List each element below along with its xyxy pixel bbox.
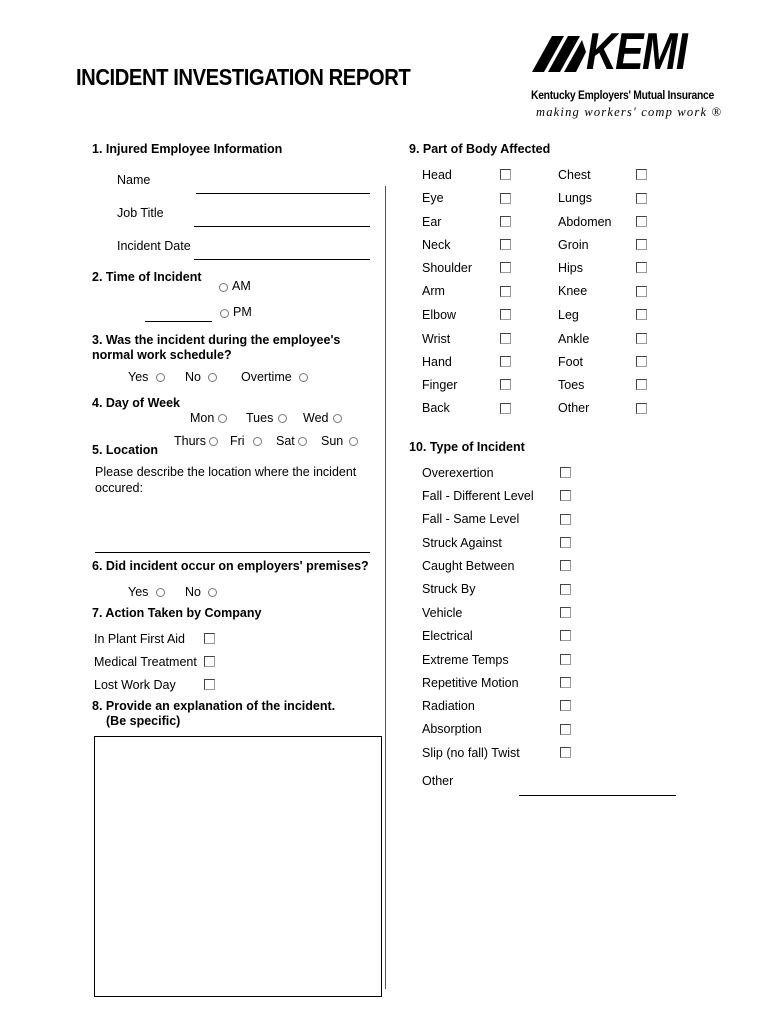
pm-radio[interactable]: [220, 309, 229, 318]
time-field[interactable]: [145, 321, 212, 322]
incident-type-checkbox-radiation[interactable]: [560, 700, 571, 711]
kemi-logo: [530, 23, 730, 90]
body-part-checkbox-chest[interactable]: [636, 169, 647, 180]
incident-type-label-caught-between: Caught Between: [422, 559, 515, 573]
incident-type-checkbox-electrical[interactable]: [560, 630, 571, 641]
incident-date-label: Incident Date: [117, 239, 191, 253]
incident-type-checkbox-slip-twist[interactable]: [560, 747, 571, 758]
section3-heading-2: normal work schedule?: [92, 348, 232, 362]
body-part-checkbox-back[interactable]: [500, 403, 511, 414]
body-part-label-groin: Groin: [558, 238, 589, 252]
premises-yes-radio[interactable]: [156, 588, 165, 597]
body-part-checkbox-ear[interactable]: [500, 216, 511, 227]
body-part-label-leg: Leg: [558, 308, 579, 322]
day-label-tues: Tues: [246, 411, 274, 425]
section5-heading: 5. Location: [92, 443, 158, 457]
incident-type-label-vehicle: Vehicle: [422, 606, 463, 620]
section3-heading-1: 3. Was the incident during the employee's: [92, 333, 341, 347]
column-divider: [385, 186, 386, 989]
body-part-label-ankle: Ankle: [558, 332, 590, 346]
body-part-label-wrist: Wrist: [422, 332, 451, 346]
action-label-lost-day: Lost Work Day: [94, 678, 176, 692]
body-part-label-ear: Ear: [422, 215, 442, 229]
premises-no-radio[interactable]: [208, 588, 217, 597]
pm-label: PM: [233, 305, 252, 319]
body-part-checkbox-neck[interactable]: [500, 239, 511, 250]
body-part-checkbox-elbow[interactable]: [500, 309, 511, 320]
day-radio-thurs[interactable]: [209, 437, 218, 446]
body-part-label-hips: Hips: [558, 261, 584, 275]
incident-type-label-repetitive-motion: Repetitive Motion: [422, 676, 519, 690]
company-tagline: making workers' comp work ®: [536, 105, 723, 119]
page-title: INCIDENT INVESTIGATION REPORT: [76, 64, 411, 90]
name-label: Name: [117, 173, 151, 187]
body-part-checkbox-foot[interactable]: [636, 356, 647, 367]
body-part-checkbox-abdomen[interactable]: [636, 216, 647, 227]
body-part-label-head: Head: [422, 168, 452, 182]
body-part-label-eye: Eye: [422, 191, 444, 205]
body-part-checkbox-ankle[interactable]: [636, 333, 647, 344]
day-radio-sun[interactable]: [349, 437, 358, 446]
incident-type-label-overexertion: Overexertion: [422, 466, 494, 480]
name-field[interactable]: [196, 193, 370, 194]
body-part-checkbox-shoulder[interactable]: [500, 262, 511, 273]
day-label-sun: Sun: [321, 434, 344, 448]
incident-type-label-struck-by: Struck By: [422, 582, 476, 596]
body-part-checkbox-arm[interactable]: [500, 286, 511, 297]
incident-type-checkbox-extreme-temps[interactable]: [560, 654, 571, 665]
incident-type-checkbox-repetitive-motion[interactable]: [560, 677, 571, 688]
day-label-wed: Wed: [303, 411, 329, 425]
body-part-checkbox-knee[interactable]: [636, 286, 647, 297]
body-part-label-chest: Chest: [558, 168, 591, 182]
body-part-label-finger: Finger: [422, 378, 458, 392]
body-part-checkbox-hand[interactable]: [500, 356, 511, 367]
incident-type-other-field[interactable]: [519, 795, 676, 796]
body-part-label-back: Back: [422, 401, 450, 415]
incident-type-checkbox-caught-between[interactable]: [560, 560, 571, 571]
day-radio-sat[interactable]: [298, 437, 307, 446]
schedule-yes-radio[interactable]: [156, 373, 165, 382]
schedule-no-label: No: [185, 370, 201, 384]
schedule-no-radio[interactable]: [208, 373, 217, 382]
premises-yes-label: Yes: [128, 585, 149, 599]
section7-heading: 7. Action Taken by Company: [92, 606, 262, 620]
section8-heading-2: (Be specific): [106, 714, 181, 728]
body-part-label-neck: Neck: [422, 238, 451, 252]
body-part-label-toes: Toes: [558, 378, 585, 392]
section9-heading: 9. Part of Body Affected: [409, 142, 551, 156]
body-part-label-knee: Knee: [558, 284, 588, 298]
incident-type-label-radiation: Radiation: [422, 699, 475, 713]
job-title-label: Job Title: [117, 206, 164, 220]
section4-heading: 4. Day of Week: [92, 396, 181, 410]
incident-type-checkbox-absorption[interactable]: [560, 724, 571, 735]
body-part-checkbox-toes[interactable]: [636, 379, 647, 390]
incident-type-checkbox-fall-same[interactable]: [560, 514, 571, 525]
incident-type-checkbox-vehicle[interactable]: [560, 607, 571, 618]
incident-type-checkbox-overexertion[interactable]: [560, 467, 571, 478]
incident-type-other-label: Other: [422, 774, 454, 788]
company-name: Kentucky Employers' Mutual Insurance: [531, 88, 715, 102]
schedule-overtime-label: Overtime: [241, 370, 292, 384]
body-part-checkbox-other[interactable]: [636, 403, 647, 414]
body-part-checkbox-lungs[interactable]: [636, 193, 647, 204]
body-part-checkbox-groin[interactable]: [636, 239, 647, 250]
body-part-checkbox-finger[interactable]: [500, 379, 511, 390]
body-part-label-arm: Arm: [422, 284, 445, 298]
body-part-label-shoulder: Shoulder: [422, 261, 473, 275]
am-label: AM: [232, 279, 251, 293]
am-radio[interactable]: [219, 283, 228, 292]
action-checkbox-lost-day[interactable]: [204, 679, 215, 690]
incident-type-checkbox-fall-different[interactable]: [560, 490, 571, 501]
explanation-textarea[interactable]: [94, 736, 382, 997]
incident-type-label-electrical: Electrical: [422, 629, 473, 643]
body-part-label-hand: Hand: [422, 355, 452, 369]
incident-type-label-absorption: Absorption: [422, 722, 482, 736]
body-part-checkbox-eye[interactable]: [500, 193, 511, 204]
action-checkbox-medical[interactable]: [204, 656, 215, 667]
section8-heading-1: 8. Provide an explanation of the incident.: [92, 699, 336, 713]
body-part-checkbox-hips[interactable]: [636, 262, 647, 273]
logo-word: KEMI: [586, 23, 687, 81]
section6-heading: 6. Did incident occur on employers' premises?: [92, 559, 369, 573]
section2-heading: 2. Time of Incident: [92, 270, 202, 284]
body-part-label-elbow: Elbow: [422, 308, 457, 322]
body-part-checkbox-wrist[interactable]: [500, 333, 511, 344]
body-part-checkbox-head[interactable]: [500, 169, 511, 180]
action-checkbox-first-aid[interactable]: [204, 633, 215, 644]
day-label-fri: Fri: [230, 434, 245, 448]
schedule-yes-label: Yes: [128, 370, 149, 384]
day-radio-tues[interactable]: [278, 414, 287, 423]
section10-heading: 10. Type of Incident: [409, 440, 525, 454]
incident-type-label-struck-against: Struck Against: [422, 536, 502, 550]
body-part-label-lungs: Lungs: [558, 191, 593, 205]
body-part-label-foot: Foot: [558, 355, 584, 369]
incident-type-label-extreme-temps: Extreme Temps: [422, 653, 509, 667]
incident-type-label-slip-twist: Slip (no fall) Twist: [422, 746, 520, 760]
kemi-stripes-icon: [530, 32, 590, 84]
day-radio-mon[interactable]: [218, 414, 227, 423]
body-part-checkbox-leg[interactable]: [636, 309, 647, 320]
incident-type-label-fall-different: Fall - Different Level: [422, 489, 534, 503]
location-field[interactable]: [95, 552, 370, 553]
day-label-mon: Mon: [190, 411, 215, 425]
incident-type-checkbox-struck-against[interactable]: [560, 537, 571, 548]
action-label-medical: Medical Treatment: [94, 655, 197, 669]
location-prompt-1: Please describe the location where the incident: [95, 465, 357, 479]
incident-type-checkbox-struck-by[interactable]: [560, 584, 571, 595]
location-prompt-2: occured:: [95, 481, 143, 495]
schedule-overtime-radio[interactable]: [299, 373, 308, 382]
incident-date-field[interactable]: [194, 259, 370, 260]
day-label-thurs: Thurs: [174, 434, 206, 448]
action-label-first-aid: In Plant First Aid: [94, 632, 186, 646]
premises-no-label: No: [185, 585, 201, 599]
body-part-label-other: Other: [558, 401, 590, 415]
day-radio-wed[interactable]: [333, 414, 342, 423]
body-part-label-abdomen: Abdomen: [558, 215, 612, 229]
job-title-field[interactable]: [194, 226, 370, 227]
incident-type-label-fall-same: Fall - Same Level: [422, 512, 520, 526]
section1-heading: 1. Injured Employee Information: [92, 142, 283, 156]
day-radio-fri[interactable]: [253, 437, 262, 446]
day-label-sat: Sat: [276, 434, 295, 448]
